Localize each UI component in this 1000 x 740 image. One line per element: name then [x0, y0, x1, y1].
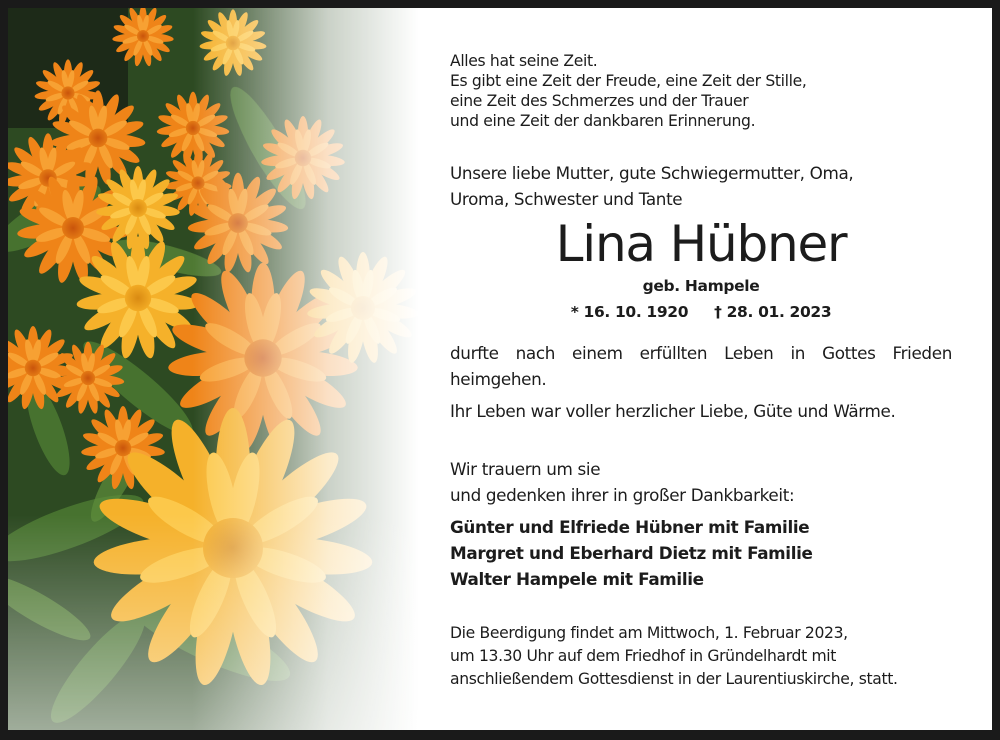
family-line: Walter Hampele mit Familie	[450, 569, 704, 589]
family-signatures	[450, 514, 952, 592]
birth-date: * 16. 10. 1920	[570, 303, 689, 321]
death-date: † 28. 01. 2023	[714, 303, 832, 321]
intro-line: Uroma, Schwester und Tante	[450, 189, 683, 209]
funeral-info	[450, 622, 952, 691]
intro-text	[450, 160, 952, 212]
deceased-name: Lina Hübner	[555, 215, 847, 273]
mourning-line: Wir trauern um sie	[450, 459, 601, 479]
life-text: Ihr Leben war voller herzlicher Liebe, Güte und Wärme.	[450, 401, 896, 421]
quote-verse	[450, 51, 952, 131]
quote-line: und eine Zeit der dankbaren Erinnerung.	[450, 112, 756, 130]
intro-line: Unsere liebe Mutter, gute Schwiegermutter, Oma,	[450, 163, 854, 183]
quote-line: eine Zeit des Schmerzes und der Trauer	[450, 92, 749, 110]
calendula-flowers-photo	[8, 8, 418, 730]
obituary-notice	[8, 8, 992, 730]
mourning-line: und gedenken ihrer in großer Dankbarkeit:	[450, 485, 795, 505]
family-line: Günter und Elfriede Hübner mit Familie	[450, 517, 810, 537]
funeral-line: Die Beerdigung findet am Mittwoch, 1. Februar 2023,	[450, 624, 848, 642]
maiden-name: geb. Hampele	[642, 277, 760, 295]
funeral-line: um 13.30 Uhr auf dem Friedhof in Gründelhardt mit	[450, 647, 837, 665]
funeral-line: anschließendem Gottesdienst in der Laurentiuskirche, statt.	[450, 670, 898, 688]
quote-line: Es gibt eine Zeit der Freude, eine Zeit der Stille,	[450, 72, 807, 90]
passing-text: durfte nach einem erfüllten Leben in Gottes Frieden heimgehen.	[450, 343, 952, 389]
life-dates	[450, 302, 952, 322]
mourning-text	[450, 456, 952, 508]
family-line: Margret und Eberhard Dietz mit Familie	[450, 543, 813, 563]
quote-line: Alles hat seine Zeit.	[450, 52, 598, 70]
